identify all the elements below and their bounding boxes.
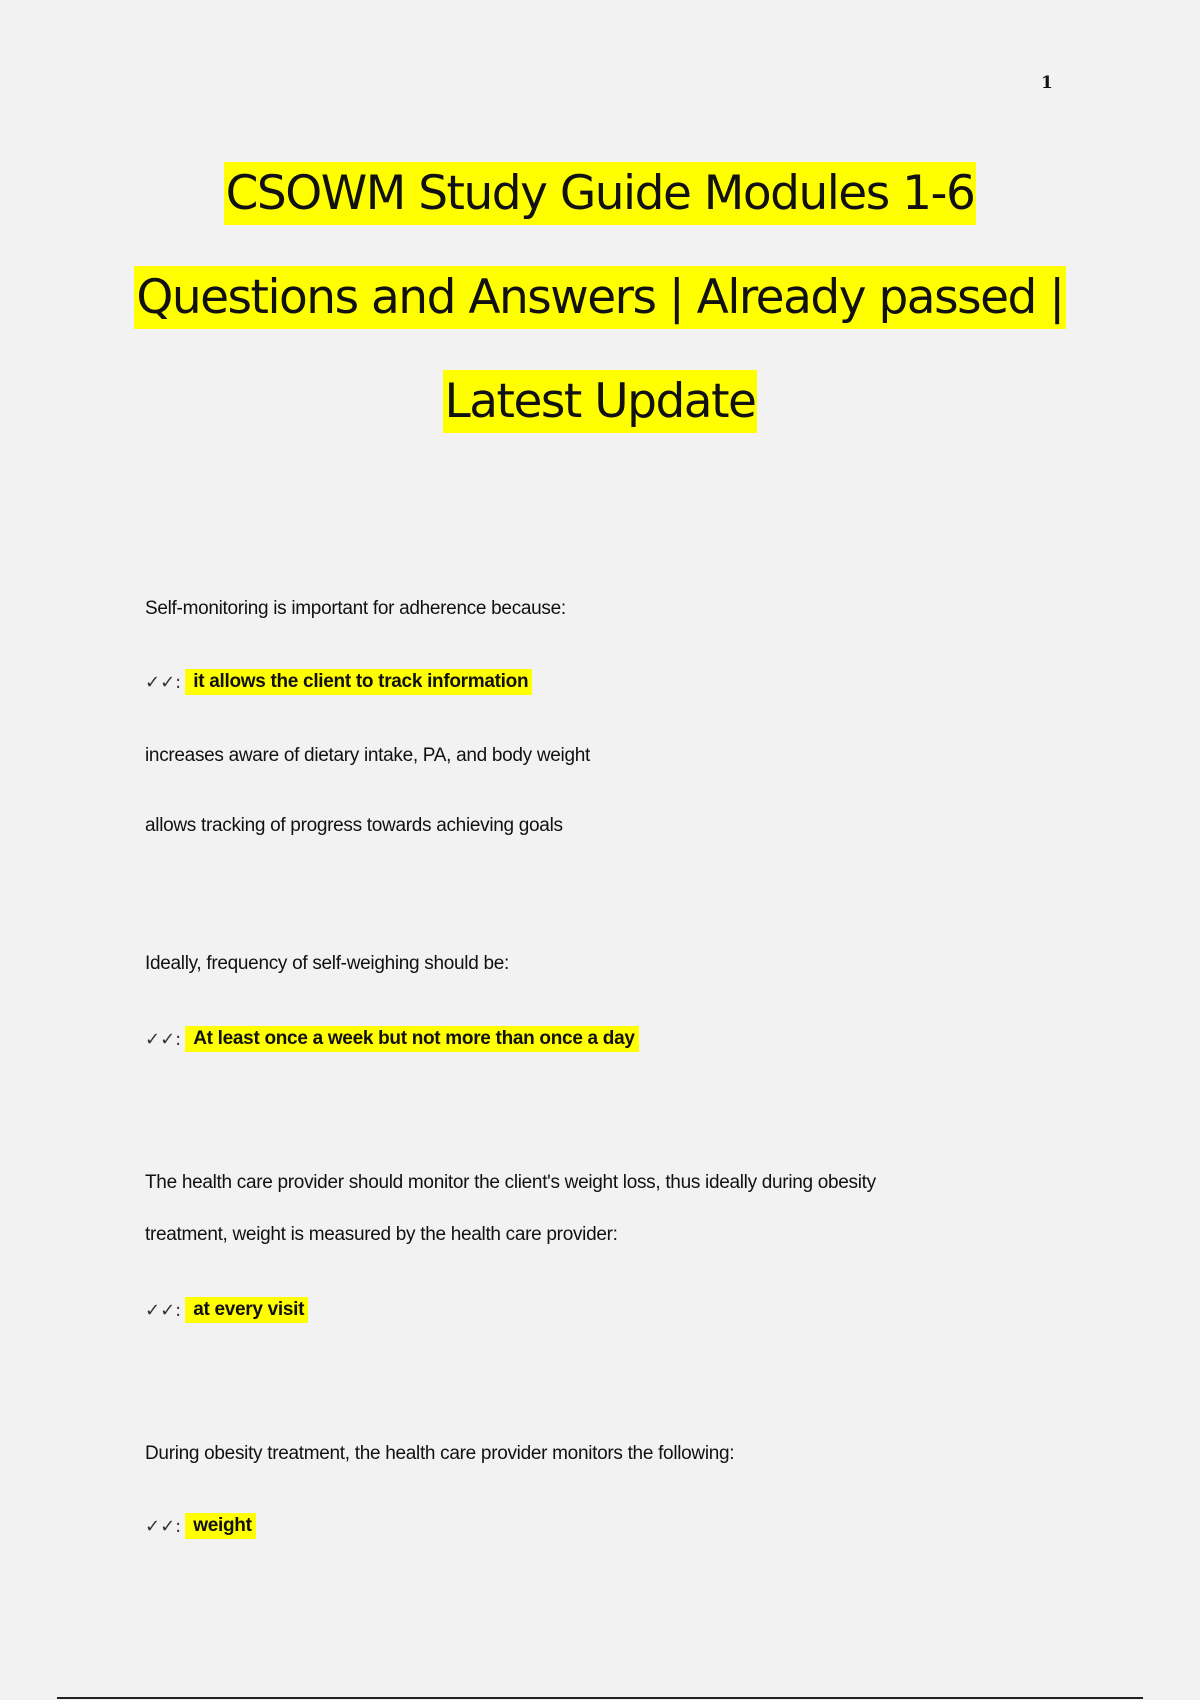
- followup-1-2: allows tracking of progress towards achieving goals: [145, 815, 563, 836]
- check-marks-icon: ✓✓:: [145, 671, 182, 693]
- document-title: [0, 142, 1200, 454]
- answer-highlight: At least once a week but not more than once a day: [185, 1026, 638, 1052]
- title-line-1: CSOWM Study Guide Modules 1-6: [224, 162, 977, 225]
- followup-1-1: increases aware of dietary intake, PA, and body weight: [145, 745, 590, 766]
- bottom-divider: [57, 1697, 1143, 1699]
- question-4: During obesity treatment, the health care provider monitors the following:: [145, 1443, 735, 1464]
- answer-1: [145, 669, 532, 695]
- question-2: Ideally, frequency of self-weighing should be:: [145, 953, 509, 974]
- answer-highlight: it allows the client to track information: [185, 669, 532, 695]
- answer-highlight: at every visit: [185, 1297, 308, 1323]
- question-3-line-1: The health care provider should monitor the client's weight loss, thus ideally during obesity: [145, 1172, 876, 1193]
- answer-2: [145, 1026, 639, 1052]
- answer-3: [145, 1297, 308, 1323]
- check-marks-icon: ✓✓:: [145, 1515, 182, 1537]
- question-3-line-2: treatment, weight is measured by the health care provider:: [145, 1224, 618, 1245]
- check-marks-icon: ✓✓:: [145, 1028, 182, 1050]
- question-1: Self-monitoring is important for adherence because:: [145, 598, 566, 619]
- answer-4: [145, 1513, 256, 1539]
- title-line-3: Latest Update: [443, 370, 758, 433]
- title-line-2: Questions and Answers | Already passed |: [134, 266, 1065, 329]
- check-marks-icon: ✓✓:: [145, 1299, 182, 1321]
- page-number: 1: [1041, 73, 1053, 93]
- answer-highlight: weight: [185, 1513, 255, 1539]
